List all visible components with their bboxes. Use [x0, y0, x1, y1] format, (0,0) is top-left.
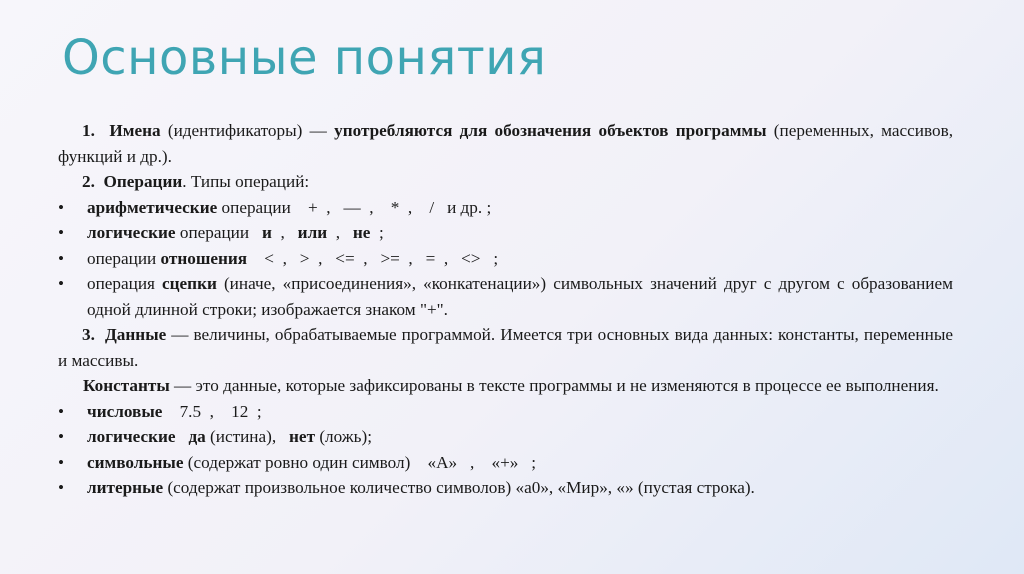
paragraph-names — [58, 118, 953, 169]
text: . Типы операций: — [182, 172, 310, 191]
bullet-relations: • операции отношения < , > , <= , >= , = , <> ; — [58, 246, 953, 272]
operator: <= — [335, 248, 355, 268]
operator: и — [261, 223, 272, 242]
bullet-numeric: • числовые 7.5 , 12 ; — [58, 399, 953, 425]
bullet-icon: • — [58, 223, 65, 242]
text: операция — [87, 274, 163, 293]
bullet-icon: • — [58, 197, 65, 217]
operator: > — [299, 248, 310, 268]
value: 7.5 — [179, 401, 202, 421]
item-number: 2. — [82, 172, 95, 191]
bullet-logical-ops: • логические операции и , или , не ; — [58, 220, 953, 246]
text: (содержат произвольное количество символов) «а0», «Мир», «» (пустая строка). — [163, 478, 755, 497]
value: «+» — [491, 452, 519, 472]
text: операции — [175, 223, 250, 242]
operator: — — [343, 197, 361, 217]
value: нет — [289, 427, 316, 446]
operator: не — [352, 223, 371, 242]
value: да — [188, 427, 206, 446]
operator: + — [307, 197, 318, 217]
term: символьные — [87, 452, 184, 472]
text: (иначе, «присоединения», «конкатенации») символьных значений друг с другом с образованием одной длинной строки; изображается знаком "+". — [87, 274, 953, 319]
text: (идентификаторы) — — [160, 121, 335, 140]
value: 12 — [231, 401, 249, 421]
item-number: 1. — [82, 121, 95, 140]
operator: = — [425, 248, 436, 268]
term-purpose: употребляются для обозначения объектов программы — [334, 121, 767, 140]
term: логические — [87, 427, 176, 446]
bullet-logical-constants — [58, 424, 953, 450]
bullet-literal — [58, 475, 953, 501]
slide-body — [58, 118, 953, 501]
text: операции — [87, 248, 161, 268]
bullet-icon: • — [58, 248, 65, 268]
paragraph-data — [58, 322, 953, 373]
bullet-icon: • — [58, 427, 65, 446]
term: числовые — [87, 401, 163, 421]
bullet-icon: • — [58, 452, 65, 472]
value: «А» — [427, 452, 458, 472]
text: ; — [379, 223, 384, 242]
paragraph-constants — [58, 373, 953, 399]
term: логические — [87, 223, 176, 242]
term-operations: Операции — [103, 172, 183, 191]
bullet-arithmetic: • арифметические операции + , — , * , / и др. ; — [58, 195, 953, 221]
bullet-icon: • — [58, 401, 65, 421]
term-data: Данные — [104, 325, 167, 344]
text: (переменных, массивов, функций и др.). — [58, 121, 954, 166]
text: операции — [217, 197, 291, 217]
item-number: 3. — [82, 325, 95, 344]
text: (содержат ровно один символ) — [183, 452, 411, 472]
term: литерные — [87, 478, 164, 497]
bullet-symbolic: • символьные (содержат ровно один символ) «А» , «+» ; — [58, 450, 953, 476]
text: и др. ; — [447, 197, 492, 217]
page-title: Основные понятия — [62, 30, 547, 86]
text: ; — [531, 452, 537, 472]
text: ; — [256, 401, 262, 421]
operator: <> — [461, 248, 481, 268]
text: (истина), — [205, 427, 281, 446]
text: — величины, обрабатываемые программой. Имеется три основных вида данных: константы, переменные и массивы. — [58, 325, 954, 370]
bullet-icon: • — [58, 478, 65, 497]
operator: >= — [380, 248, 400, 268]
operator: или — [297, 223, 328, 242]
term: арифметические — [87, 197, 218, 217]
bullet-icon: • — [58, 274, 65, 293]
bullet-concatenation — [58, 271, 953, 322]
text: ; — [493, 248, 499, 268]
text: — это данные, которые зафиксированы в тексте программы и не изменяются в процессе ее выполнения. — [169, 376, 939, 395]
operator: / — [429, 197, 435, 217]
term: отношения — [160, 248, 248, 268]
operator: * — [390, 197, 400, 217]
term-constants: Константы — [83, 376, 170, 395]
text: (ложь); — [315, 427, 372, 446]
operator: < — [264, 248, 274, 268]
term: сцепки — [162, 274, 217, 293]
term-names: Имена — [109, 121, 161, 140]
paragraph-operations — [58, 169, 953, 195]
